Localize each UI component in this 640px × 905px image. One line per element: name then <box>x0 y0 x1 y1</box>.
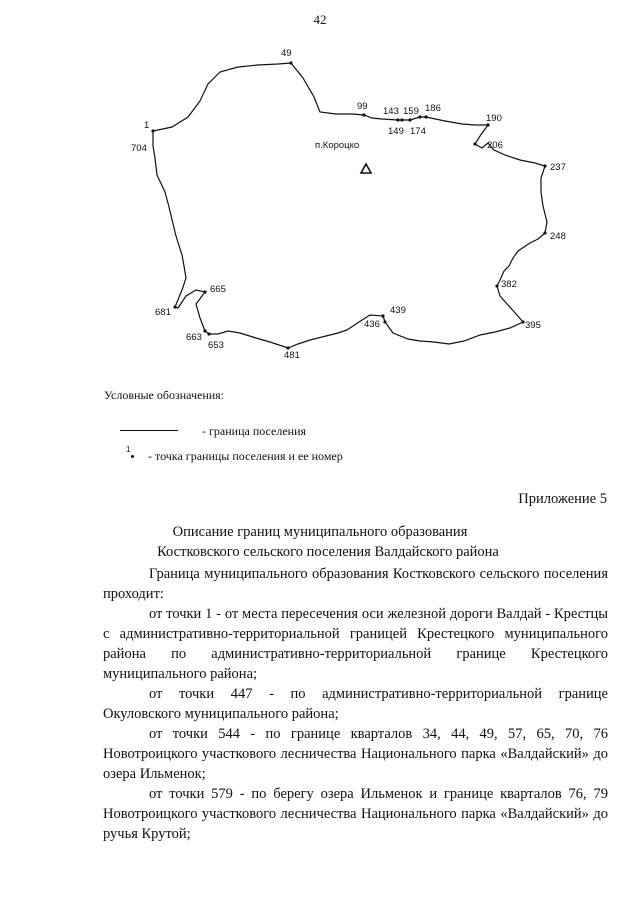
boundary-point-653 <box>207 332 210 335</box>
point-label-665: 665 <box>210 284 226 295</box>
settlement-triangle-icon <box>361 164 371 173</box>
boundary-map <box>0 0 640 380</box>
boundary-point-1 <box>151 129 154 132</box>
point-label-174: 174 <box>410 126 426 137</box>
boundary-point-439 <box>381 314 384 317</box>
boundary-point-206 <box>473 142 476 145</box>
boundary-point-248 <box>543 231 546 234</box>
point-label-395: 395 <box>525 320 541 331</box>
boundary-point-436 <box>383 320 386 323</box>
boundary-point-49 <box>289 61 292 64</box>
boundary-point-174 <box>418 115 421 118</box>
legend-line-sample <box>120 430 178 431</box>
point-label-681: 681 <box>155 307 171 318</box>
heading-line-1: Описание границ муниципального образования <box>172 524 468 540</box>
point-label-186: 186 <box>425 103 441 114</box>
point-label-704: 704 <box>131 143 147 154</box>
paragraph: от точки 1 - от места пересечения оси железной дороги Валдай - Крестцы с административно-территориальной границей Крестецкого муниципального района по административно-территориальной границе Крестецкого муниципального района; <box>103 606 608 682</box>
settlement-label: п.Короцко <box>315 140 360 151</box>
paragraph: от точки 447 - по административно-территориальной границе Окуловского муниципального района; <box>103 686 608 722</box>
point-label-663: 663 <box>186 332 202 343</box>
appendix-label: Приложение 5 <box>518 491 607 507</box>
paragraph: от точки 579 - по берегу озера Ильменок и границе кварталов 76, 79 Новотроицкого участкового лесничества Национального парка «Валдайский» до ручья Крутой; <box>103 786 608 842</box>
boundary-point-681 <box>173 305 176 308</box>
paragraph: от точки 544 - по границе кварталов 34, 44, 49, 57, 65, 70, 76 Новотроицкого участкового лесничества Национального парка «Валдайский» до озера Ильменок; <box>103 726 608 782</box>
description-body <box>103 564 608 844</box>
boundary-points <box>151 61 546 349</box>
legend-boundary-point <box>126 445 446 464</box>
legend-point-dot-icon <box>131 455 134 458</box>
point-label-382: 382 <box>501 279 517 290</box>
boundary-point-186 <box>424 115 427 118</box>
legend-line-label: - граница поселения <box>202 424 307 438</box>
boundary-point-665 <box>203 290 206 293</box>
point-label-436: 436 <box>364 319 380 330</box>
point-label-206: 206 <box>487 140 503 151</box>
settlement-boundary-line <box>153 63 547 348</box>
boundary-point-237 <box>543 164 546 167</box>
legend-point-number: 1 <box>126 445 131 454</box>
boundary-point-159 <box>408 118 411 121</box>
boundary-point-143 <box>396 118 399 121</box>
paragraph: Граница муниципального образования Костковского сельского поселения проходит: <box>103 566 608 602</box>
boundary-point-663 <box>203 329 206 332</box>
point-label-481: 481 <box>284 350 300 361</box>
point-label-159: 159 <box>403 106 419 117</box>
boundary-point-382 <box>495 284 498 287</box>
point-label-190: 190 <box>486 113 502 124</box>
boundary-point-149 <box>400 118 403 121</box>
point-label-49: 49 <box>281 48 292 59</box>
point-label-237: 237 <box>550 162 566 173</box>
point-label-653: 653 <box>208 340 224 351</box>
point-label-99: 99 <box>357 101 368 112</box>
legend-title: Условные обозначения: <box>104 388 225 402</box>
heading-line-2: Костковского сельского поселения Валдайского района <box>157 544 499 560</box>
point-label-149: 149 <box>388 126 404 137</box>
point-label-1: 1 <box>144 120 150 131</box>
legend-point-label: - точка границы поселения и ее номер <box>148 449 343 463</box>
point-label-248: 248 <box>550 231 566 242</box>
point-label-439: 439 <box>390 305 406 316</box>
point-label-143: 143 <box>383 106 399 117</box>
legend-boundary-line <box>120 424 420 438</box>
boundary-point-99 <box>362 113 365 116</box>
page-number: 42 <box>313 12 327 27</box>
